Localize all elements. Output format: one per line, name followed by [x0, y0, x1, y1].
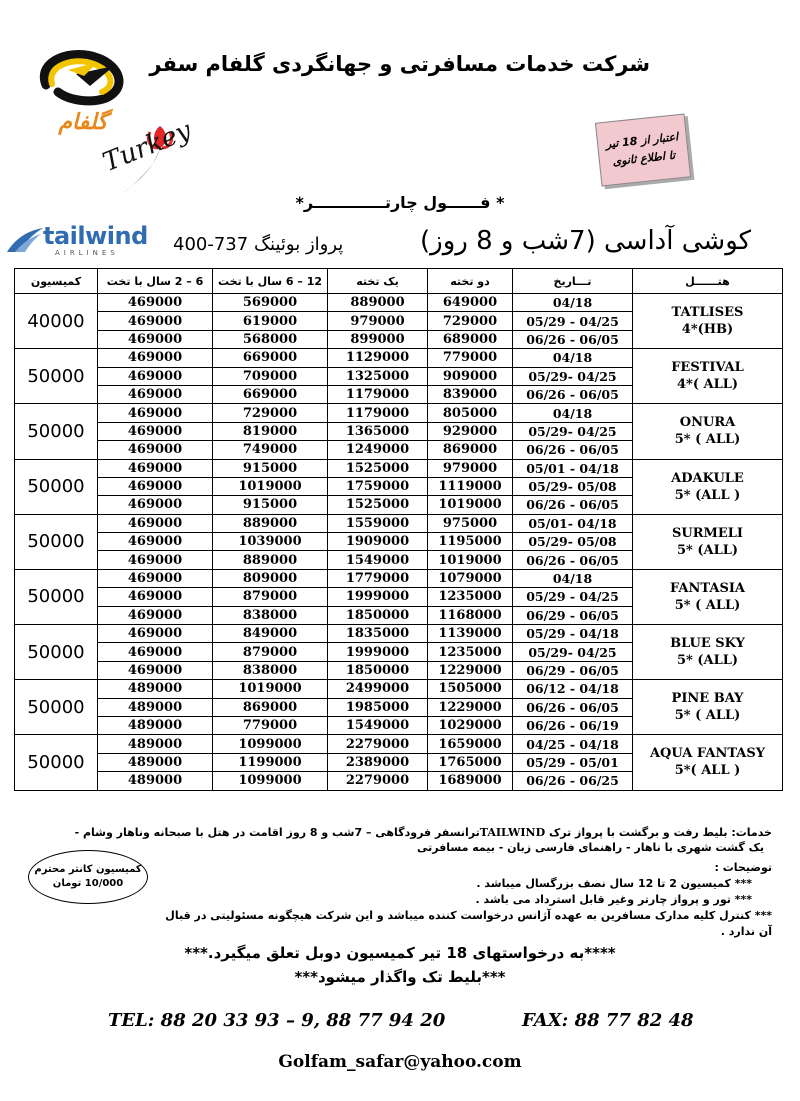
commission-cell: 50000 [15, 735, 98, 790]
commission-cell: 40000 [15, 294, 98, 349]
child-2-6-cell: 489000 [98, 735, 213, 753]
date-cell: 06/26 - 06/05 [513, 330, 633, 348]
child-6-12-cell: 819000 [213, 422, 328, 440]
header-child-6-12: 12 – 6 سال با تخت [213, 269, 328, 294]
date-cell: 05/29 - 04/25 [513, 588, 633, 606]
table-row [15, 514, 783, 532]
date-cell: 04/18 [513, 294, 633, 312]
hotel-rating: 5* (ALL ) [674, 487, 741, 503]
date-cell: 06/26 - 06/05 [513, 496, 633, 514]
single-cell: 1559000 [328, 514, 428, 532]
notes-title: توضیحات : [714, 861, 772, 874]
date-cell: 04/18 [513, 569, 633, 587]
child-2-6-cell: 469000 [98, 404, 213, 422]
child-2-6-cell: 489000 [98, 698, 213, 716]
child-2-6-cell: 469000 [98, 367, 213, 385]
single-cell: 1249000 [328, 441, 428, 459]
child-6-12-cell: 1099000 [213, 735, 328, 753]
child-2-6-cell: 469000 [98, 569, 213, 587]
header-commission: کمیسیون [15, 269, 98, 294]
double-cell: 1235000 [428, 643, 513, 661]
single-cell: 1525000 [328, 459, 428, 477]
hotel-name: FESTIVAL [671, 360, 744, 376]
double-cell: 1139000 [428, 625, 513, 643]
child-6-12-cell: 779000 [213, 716, 328, 734]
child-6-12-cell: 915000 [213, 459, 328, 477]
child-6-12-cell: 889000 [213, 514, 328, 532]
tailwind-wing-icon [5, 226, 45, 256]
note-item-2: *** تور و پرواز چارتر وغیر قابل استرداد می باشد . [475, 893, 752, 906]
date-cell: 05/29 - 04/18 [513, 625, 633, 643]
child-6-12-cell: 729000 [213, 404, 328, 422]
child-6-12-cell: 619000 [213, 312, 328, 330]
date-cell: 06/26 - 06/05 [513, 551, 633, 569]
double-cell: 839000 [428, 385, 513, 403]
child-2-6-cell: 469000 [98, 496, 213, 514]
commission-cell: 50000 [15, 569, 98, 624]
commission-cell: 50000 [15, 514, 98, 569]
child-6-12-cell: 809000 [213, 569, 328, 587]
double-cell: 779000 [428, 349, 513, 367]
double-cell: 1195000 [428, 533, 513, 551]
single-cell: 1129000 [328, 349, 428, 367]
single-cell: 1525000 [328, 496, 428, 514]
hotel-name: BLUE SKY [670, 636, 745, 652]
child-2-6-cell: 469000 [98, 294, 213, 312]
double-cell: 1019000 [428, 496, 513, 514]
notes-section [152, 860, 772, 940]
double-cell: 975000 [428, 514, 513, 532]
child-6-12-cell: 879000 [213, 643, 328, 661]
tailwind-sub: AIRLINES [55, 249, 119, 257]
child-6-12-cell: 838000 [213, 661, 328, 679]
single-cell: 1835000 [328, 625, 428, 643]
hotel-cell [633, 625, 783, 680]
child-2-6-cell: 469000 [98, 643, 213, 661]
header-date: تـــاریخ [513, 269, 633, 294]
child-2-6-cell: 469000 [98, 661, 213, 679]
hotel-name: TATLISES [671, 305, 744, 321]
date-cell: 05/29- 04/25 [513, 367, 633, 385]
date-cell: 05/29- 05/08 [513, 533, 633, 551]
child-2-6-cell: 469000 [98, 533, 213, 551]
date-cell: 06/26 - 06/19 [513, 716, 633, 734]
child-6-12-cell: 869000 [213, 698, 328, 716]
hotel-name: PINE BAY [671, 691, 744, 707]
services-part-a: بلیط رفت و برگشت با پرواز ترک [545, 826, 732, 839]
destination-title: کوشی آداسی (7شب و 8 روز) [420, 226, 751, 256]
double-cell: 1229000 [428, 698, 513, 716]
commission-cell: 50000 [15, 459, 98, 514]
child-2-6-cell: 469000 [98, 385, 213, 403]
child-2-6-cell: 469000 [98, 422, 213, 440]
hotel-cell [633, 569, 783, 624]
double-cell: 649000 [428, 294, 513, 312]
flight-info: پرواز بوئینگ 737-400 [173, 234, 344, 255]
double-cell: 1765000 [428, 753, 513, 771]
child-6-12-cell: 1099000 [213, 772, 328, 790]
child-6-12-cell: 1019000 [213, 680, 328, 698]
child-2-6-cell: 489000 [98, 772, 213, 790]
date-cell: 06/26 - 06/05 [513, 385, 633, 403]
double-cell: 729000 [428, 312, 513, 330]
child-2-6-cell: 489000 [98, 680, 213, 698]
validity-line-1: اعتبار از 18 تیر [605, 130, 679, 151]
single-cell: 1909000 [328, 533, 428, 551]
logo-text: گلفام [58, 110, 108, 135]
double-cell: 1229000 [428, 661, 513, 679]
validity-note [595, 113, 691, 186]
table-row [15, 569, 783, 587]
date-cell: 04/25 - 04/18 [513, 735, 633, 753]
double-cell: 1235000 [428, 588, 513, 606]
table-row [15, 680, 783, 698]
hotel-rating: 5* ( ALL) [674, 708, 741, 724]
single-cell: 1549000 [328, 551, 428, 569]
single-cell: 1759000 [328, 477, 428, 495]
rates-table [14, 268, 783, 791]
child-6-12-cell: 749000 [213, 441, 328, 459]
table-row [15, 294, 783, 312]
double-cell: 689000 [428, 330, 513, 348]
double-cell: 1689000 [428, 772, 513, 790]
child-2-6-cell: 489000 [98, 716, 213, 734]
double-commission-note: ****به درخواستهای 18 تیر کمیسیون دوبل تعلق میگیرد.*** [184, 944, 616, 962]
date-cell: 04/18 [513, 349, 633, 367]
date-cell: 06/29 - 06/05 [513, 661, 633, 679]
single-cell: 1850000 [328, 661, 428, 679]
hotel-name: AQUA FANTASY [649, 746, 766, 762]
hotel-rating: 5* (ALL) [676, 542, 739, 558]
single-cell: 979000 [328, 312, 428, 330]
single-cell: 2279000 [328, 735, 428, 753]
hotel-name: SURMELI [671, 525, 744, 541]
child-6-12-cell: 568000 [213, 330, 328, 348]
hotel-rating: 5* (ALL) [676, 653, 739, 669]
child-6-12-cell: 569000 [213, 294, 328, 312]
tailwind-name: tailwind [43, 222, 148, 250]
hotel-name: ADAKULE [671, 470, 744, 486]
table-row [15, 459, 783, 477]
services-line-2: یک گشت شهری با ناهار - راهنمای فارسی زبان - بیمه مسافرتی [416, 840, 764, 854]
table-row [15, 349, 783, 367]
hotel-cell [633, 294, 783, 349]
single-cell: 1549000 [328, 716, 428, 734]
child-2-6-cell: 469000 [98, 551, 213, 569]
single-cell: 889000 [328, 294, 428, 312]
child-2-6-cell: 489000 [98, 753, 213, 771]
date-cell: 05/29 - 04/25 [513, 312, 633, 330]
double-cell: 1079000 [428, 569, 513, 587]
child-2-6-cell: 469000 [98, 441, 213, 459]
child-2-6-cell: 469000 [98, 330, 213, 348]
double-cell: 869000 [428, 441, 513, 459]
single-cell: 899000 [328, 330, 428, 348]
charter-title: * فــــــول چارتـــــــــــــر* [295, 193, 505, 212]
commission-cell: 50000 [15, 404, 98, 459]
child-2-6-cell: 469000 [98, 625, 213, 643]
child-2-6-cell: 469000 [98, 588, 213, 606]
hotel-rating: 5* ( ALL) [674, 597, 741, 613]
child-6-12-cell: 915000 [213, 496, 328, 514]
single-ticket-note: ***بلیط تک واگذار میشود*** [294, 968, 506, 986]
single-cell: 1179000 [328, 404, 428, 422]
services-label: خدمات: [731, 826, 772, 839]
hotel-cell [633, 680, 783, 735]
email-address[interactable]: Golfam_safar@yahoo.com [278, 1052, 522, 1072]
child-6-12-cell: 838000 [213, 606, 328, 624]
hotel-name: ONURA [679, 415, 736, 431]
date-cell: 06/12 - 04/18 [513, 680, 633, 698]
validity-line-2: تا اطلاع ثانوی [611, 148, 676, 169]
double-cell: 1505000 [428, 680, 513, 698]
counter-commission-cloud [28, 850, 148, 904]
commission-cell: 50000 [15, 625, 98, 680]
single-cell: 1365000 [328, 422, 428, 440]
double-cell: 929000 [428, 422, 513, 440]
child-6-12-cell: 889000 [213, 551, 328, 569]
rates-body [15, 294, 783, 791]
child-6-12-cell: 1039000 [213, 533, 328, 551]
counter-commission-line-2: 10/000 تومان [52, 878, 124, 889]
date-cell: 05/29- 05/08 [513, 477, 633, 495]
child-6-12-cell: 879000 [213, 588, 328, 606]
child-2-6-cell: 469000 [98, 514, 213, 532]
hotel-cell [633, 514, 783, 569]
note-item-3: *** کنترل کلیه مدارک مسافرین به عهده آژانس درخواست کننده میباشد و این شرکت هیچگونه مسئولیتی در قبال آن ندارد . [165, 909, 772, 938]
child-6-12-cell: 1019000 [213, 477, 328, 495]
table-header-row [15, 269, 783, 294]
hotel-rating: 5*( ALL ) [674, 763, 741, 779]
single-cell: 2389000 [328, 753, 428, 771]
hotel-cell [633, 735, 783, 790]
turkey-logo-text: Turkey [98, 115, 196, 178]
date-cell: 04/18 [513, 404, 633, 422]
child-2-6-cell: 469000 [98, 606, 213, 624]
tailwind-logo [5, 222, 153, 260]
hotel-name: FANTASIA [669, 580, 746, 596]
double-cell: 1029000 [428, 716, 513, 734]
double-cell: 979000 [428, 459, 513, 477]
double-cell: 909000 [428, 367, 513, 385]
commission-cell: 50000 [15, 680, 98, 735]
child-2-6-cell: 469000 [98, 312, 213, 330]
date-cell: 06/26 - 06/05 [513, 441, 633, 459]
hotel-cell [633, 459, 783, 514]
header-child-2-6: 6 – 2 سال با تخت [98, 269, 213, 294]
child-6-12-cell: 669000 [213, 385, 328, 403]
table-row [15, 625, 783, 643]
date-cell: 05/29 - 05/01 [513, 753, 633, 771]
company-title: شرکت خدمات مسافرتی و جهانگردی گلفام سفر [149, 52, 650, 76]
double-cell: 1168000 [428, 606, 513, 624]
services-line-1 [32, 826, 772, 841]
date-cell: 05/01 - 04/18 [513, 459, 633, 477]
counter-commission-line-1: کمیسیون کانتر محترم [34, 864, 142, 875]
child-6-12-cell: 669000 [213, 349, 328, 367]
double-cell: 1119000 [428, 477, 513, 495]
hotel-rating: 4*(HB) [681, 322, 734, 338]
single-cell: 1850000 [328, 606, 428, 624]
telephone: TEL: 88 20 33 93 – 9, 88 77 94 20 [108, 1010, 446, 1031]
fax: FAX: 88 77 82 48 [522, 1010, 694, 1031]
date-cell: 06/26 - 06/05 [513, 698, 633, 716]
date-cell: 05/01- 04/18 [513, 514, 633, 532]
commission-cell: 50000 [15, 349, 98, 404]
services-part-b: ترانسفر فرودگاهی – 7شب و 8 روز اقامت در هتل با صبحانه وناهار وشام - [74, 826, 480, 839]
double-cell: 805000 [428, 404, 513, 422]
child-2-6-cell: 469000 [98, 349, 213, 367]
services-text [32, 826, 772, 855]
services-airline: TAILWIND [479, 826, 546, 839]
note-item-1: *** کمیسیون 2 تا 12 سال نصف بزرگسال میباشد . [476, 877, 752, 890]
table-row [15, 735, 783, 753]
single-cell: 1179000 [328, 385, 428, 403]
hotel-cell [633, 404, 783, 459]
table-row [15, 404, 783, 422]
date-cell: 06/26 - 06/25 [513, 772, 633, 790]
date-cell: 05/29- 04/25 [513, 422, 633, 440]
child-6-12-cell: 709000 [213, 367, 328, 385]
hotel-rating: 4*( ALL) [676, 377, 739, 393]
child-6-12-cell: 1199000 [213, 753, 328, 771]
double-cell: 1019000 [428, 551, 513, 569]
single-cell: 2279000 [328, 772, 428, 790]
header-single: یک تخته [328, 269, 428, 294]
header-double: دو تخته [428, 269, 513, 294]
single-cell: 1325000 [328, 367, 428, 385]
single-cell: 1999000 [328, 643, 428, 661]
hotel-cell [633, 349, 783, 404]
child-2-6-cell: 469000 [98, 459, 213, 477]
double-cell: 1659000 [428, 735, 513, 753]
header-hotel: هتــــــل [633, 269, 783, 294]
date-cell: 05/29- 04/25 [513, 643, 633, 661]
single-cell: 1779000 [328, 569, 428, 587]
child-6-12-cell: 849000 [213, 625, 328, 643]
single-cell: 2499000 [328, 680, 428, 698]
date-cell: 06/29 - 06/05 [513, 606, 633, 624]
hotel-rating: 5* ( ALL) [674, 432, 741, 448]
child-2-6-cell: 469000 [98, 477, 213, 495]
single-cell: 1999000 [328, 588, 428, 606]
single-cell: 1985000 [328, 698, 428, 716]
